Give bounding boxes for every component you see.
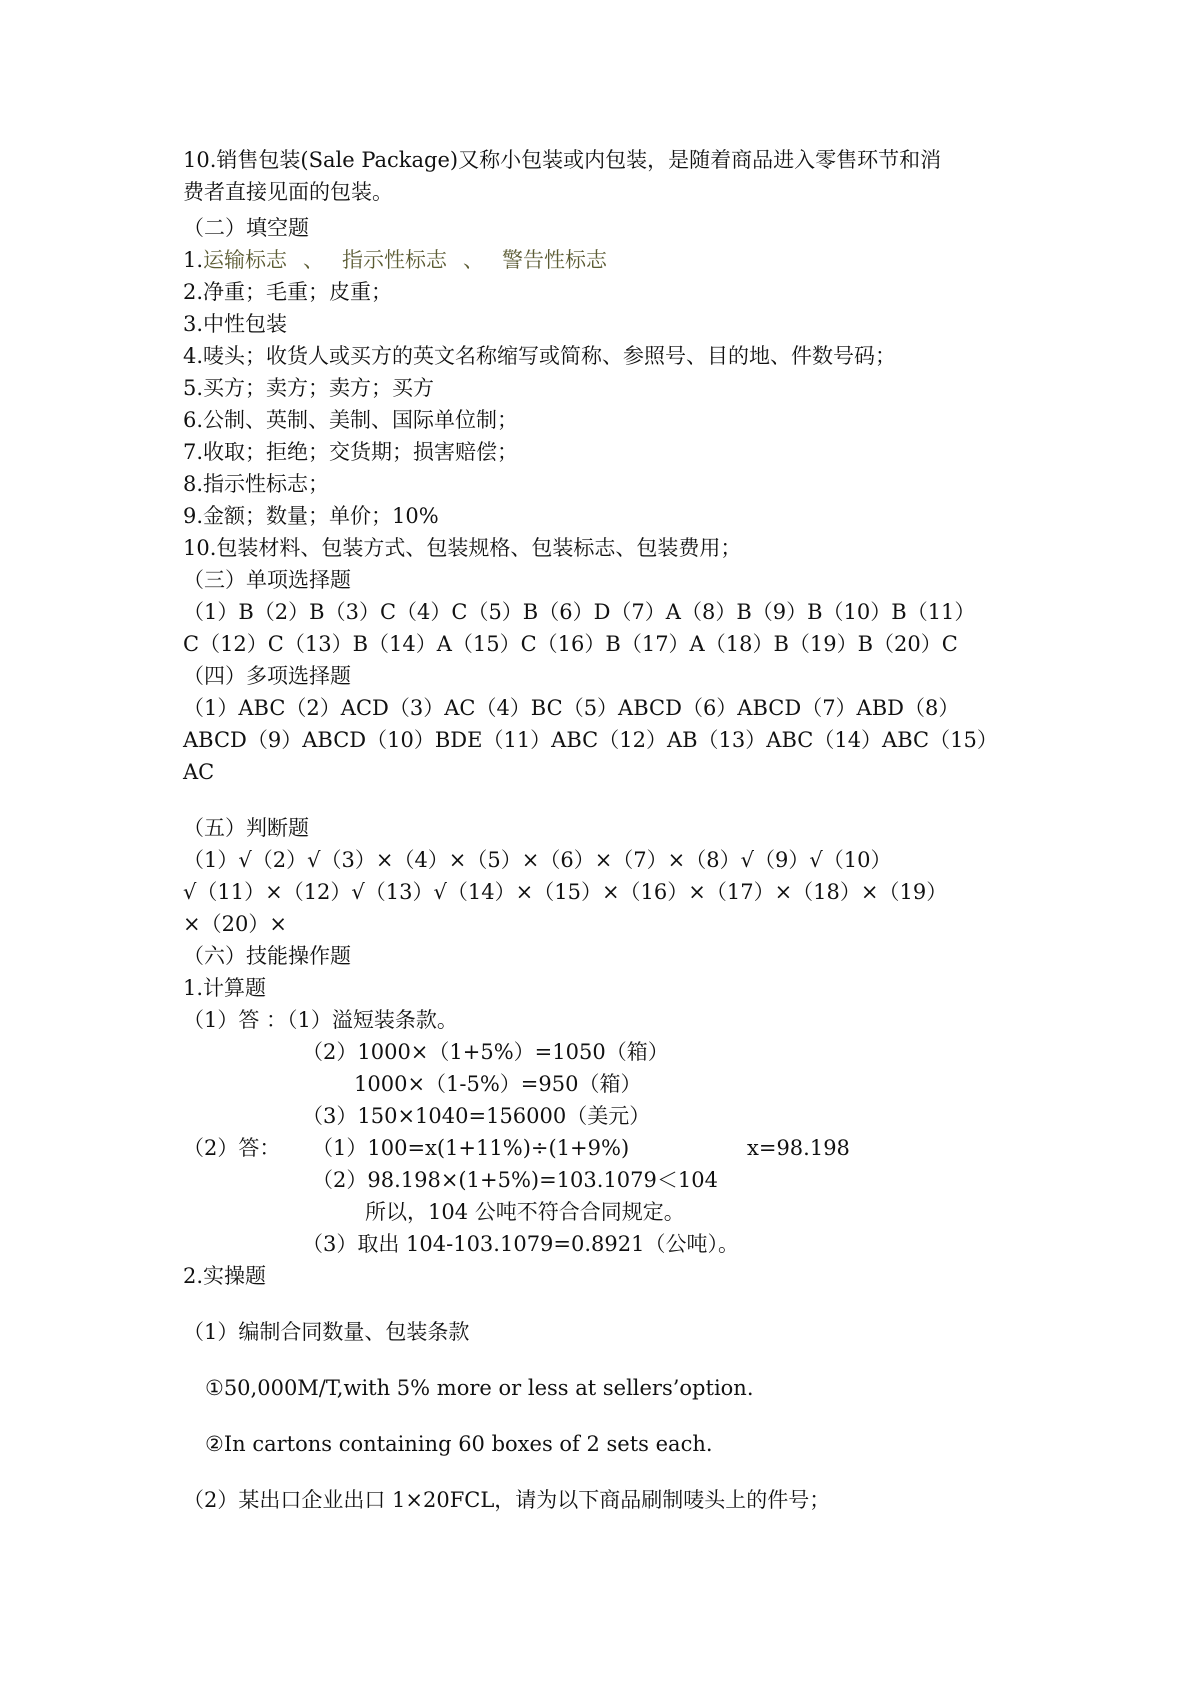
q10-line1: 10.销售包装(Sale Package)又称小包装或内包装，是随着商品进入零售环节和消: [183, 148, 942, 172]
practice-title: 2.实操题: [183, 1264, 267, 1288]
section-multi-choice-title: （四）多项选择题: [183, 664, 351, 688]
fill-answer-4: 4.唛头；收货人或买方的英文名称缩写或简称、参照号、目的地、件数号码；: [183, 344, 897, 368]
calc1-answer-a: （1）答 ：（1）溢短装条款。: [183, 1008, 458, 1032]
fill-answer-10: 10.包装材料、包装方式、包装规格、包装标志、包装费用；: [183, 536, 742, 560]
fill-answer-2: 2.净重；毛重；皮重；: [183, 280, 393, 304]
calc-title: 1.计算题: [183, 976, 267, 1000]
single-choice-line1: （1）B（2）B（3）C（4）C（5）B（6）D（7）A（8）B（9）B（10）B（11）: [183, 600, 976, 624]
calc2-answer-b-result: x=98.198: [747, 1136, 850, 1160]
section-skills-title: （六）技能操作题: [183, 944, 351, 968]
calc1-answer-c: 1000×（1-5%）=950（箱）: [354, 1072, 642, 1096]
multi-choice-line3: AC: [183, 760, 215, 784]
section-fill-blank-title: （二）填空题: [183, 216, 309, 240]
fill-answer-1-part2: 指示性标志: [342, 248, 448, 272]
fill-answer-5: 5.买方；卖方；卖方；买方: [183, 376, 435, 400]
section-single-choice-title: （三）单项选择题: [183, 568, 351, 592]
calc2-answer-e: （3）取出 104-103.1079=0.8921（公吨）。: [302, 1232, 739, 1256]
practice1-item2: ②In cartons containing 60 boxes of 2 sets each.: [205, 1432, 713, 1456]
multi-choice-line1: （1）ABC（2）ACD（3）AC（4）BC（5）ABCD（6）ABCD（7）ABD（8）: [183, 696, 960, 720]
fill-answer-8: 8.指示性标志；: [183, 472, 330, 496]
calc2-answer-b: （1）100=x(1+11%)÷(1+9%): [312, 1136, 630, 1160]
fill-answer-3: 3.中性包装: [183, 312, 288, 336]
practice2-title: （2）某出口企业出口 1×20FCL，请为以下商品刷制唛头上的件号；: [183, 1488, 831, 1512]
true-false-line2: √（11）×（12）√（13）√（14）×（15）×（16）×（17）×（18）×（19）: [183, 880, 948, 904]
calc1-answer-b: （2）1000×（1+5%）=1050（箱）: [302, 1040, 669, 1064]
fill-answer-1-part1: 运输标志: [203, 248, 288, 272]
q10-line2: 费者直接见面的包装。: [183, 180, 393, 204]
single-choice-line2: C（12）C（13）B（14）A（15）C（16）B（17）A（18）B（19）B（20）C: [183, 632, 958, 656]
fill-answer-7: 7.收取；拒绝；交货期；损害赔偿；: [183, 440, 519, 464]
fill-answer-1-sep1: 、: [303, 248, 325, 272]
calc2-answer-label: （2）答：: [183, 1136, 281, 1160]
practice1-item1: ①50,000M/T,with 5% more or less at sellers’option.: [205, 1376, 754, 1400]
fill-answer-9: 9.金额；数量；单价；10%: [183, 504, 439, 528]
true-false-line1: （1）√（2）√（3）×（4）×（5）×（6）×（7）×（8）√（9）√（10）: [183, 848, 892, 872]
fill-answer-6: 6.公制、英制、美制、国际单位制；: [183, 408, 519, 432]
fill-answer-1-part3: 警告性标志: [502, 248, 608, 272]
calc1-answer-d: （3）150×1040=156000（美元）: [302, 1104, 651, 1128]
calc2-answer-d: 所以，104 公吨不符合合同规定。: [365, 1200, 685, 1224]
fill-answer-1-number: 1.: [183, 248, 204, 272]
multi-choice-line2: ABCD（9）ABCD（10）BDE（11）ABC（12）AB（13）ABC（14）ABC（15）: [183, 728, 998, 752]
true-false-line3: ×（20）×: [183, 912, 287, 936]
fill-answer-1-sep2: 、: [463, 248, 485, 272]
section-true-false-title: （五）判断题: [183, 816, 309, 840]
practice1-title: （1）编制合同数量、包装条款: [183, 1320, 470, 1344]
fill-answer-1: [183, 248, 607, 273]
calc2-answer-c: （2）98.198×(1+5%)=103.1079＜104: [312, 1168, 718, 1192]
